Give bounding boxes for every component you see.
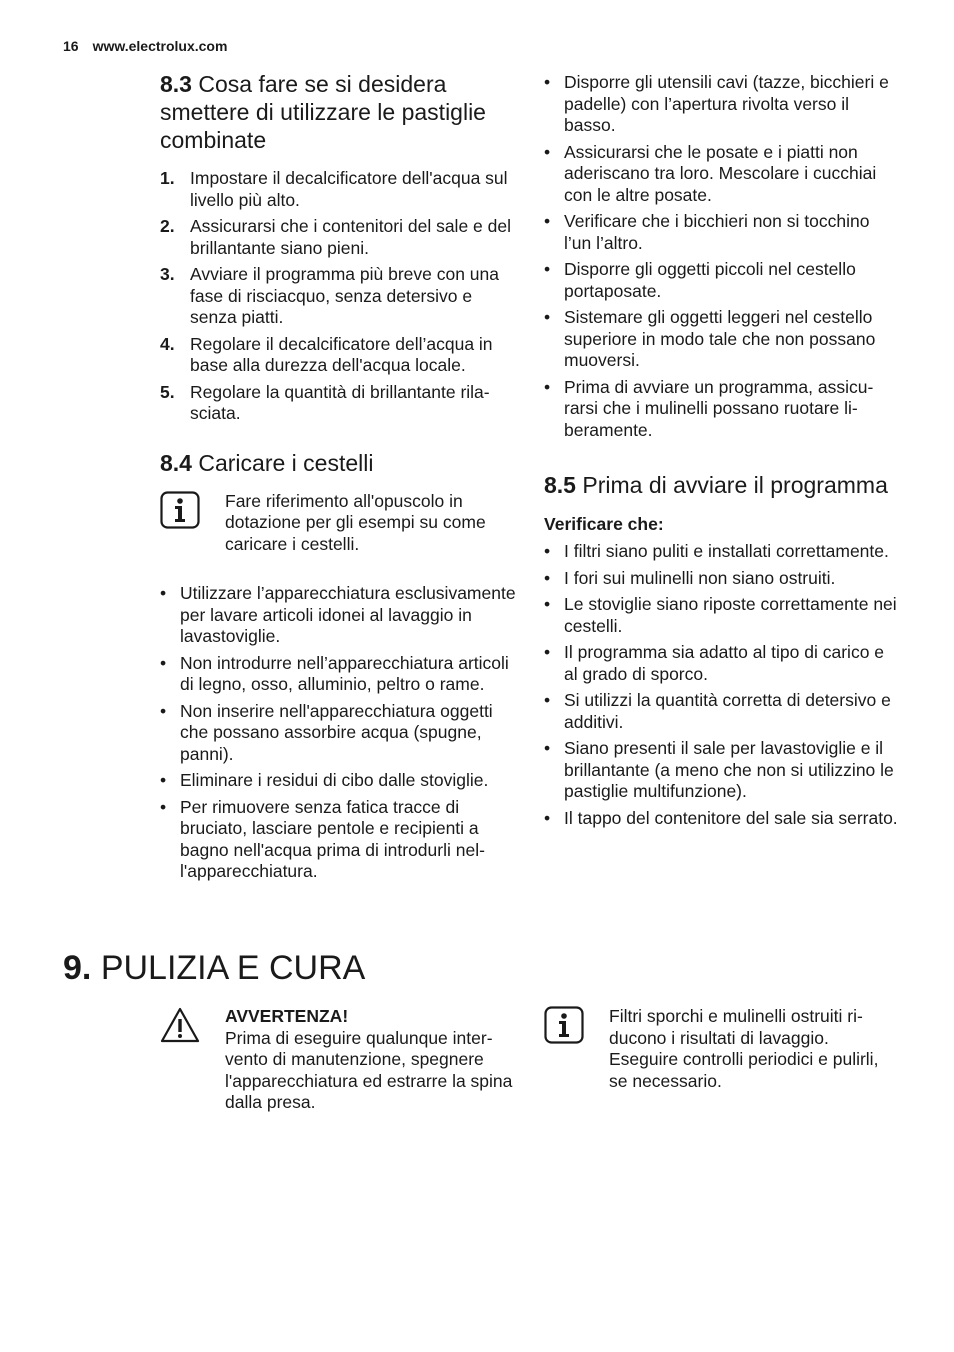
list-item: • Siano presenti il sale per lavastoviglie e il brillantante (a meno che non si utilizzino le pastiglie multifunzione). bbox=[544, 738, 899, 803]
info-note bbox=[160, 491, 520, 556]
left-column bbox=[160, 70, 520, 888]
section-8-5-heading bbox=[544, 471, 899, 499]
check-label: Verificare che: bbox=[544, 514, 664, 534]
step-number: 5. bbox=[160, 381, 175, 402]
loading-rules-list bbox=[160, 583, 520, 883]
page-header bbox=[63, 38, 227, 54]
step-number: 4. bbox=[160, 333, 175, 354]
step-item bbox=[160, 334, 520, 377]
list-item: • Per rimuovere senza fatica tracce di bruciato, lasciare pentole e recipienti a bagno nell'acqua prima di introdurli nell'apparecchiatura. bbox=[160, 797, 520, 883]
right-column bbox=[544, 72, 899, 834]
step-text: Impostare il decalcificatore dell'acqua sul livello più alto. bbox=[190, 168, 508, 210]
list-item: • Assicurarsi che le posate e i piatti non aderiscano tra loro. Mescolare i cucchiai con le altre posate. bbox=[544, 142, 899, 207]
section-number: 8.4 bbox=[160, 449, 192, 476]
list-item: • Prima di avviare un programma, assicurarsi che i mulinelli possano ruotare liberamente. bbox=[544, 377, 899, 442]
steps-list bbox=[160, 168, 520, 425]
list-item: • I filtri siano puliti e installati correttamente. bbox=[544, 541, 899, 563]
list-item: • Eliminare i residui di cibo dalle stoviglie. bbox=[160, 770, 520, 792]
list-item: • Le stoviglie siano riposte correttamente nei cestelli. bbox=[544, 594, 899, 637]
list-item: • Utilizzare l’apparecchiatura esclusivamente per lavare articoli idonei al lavaggio in lavastoviglie. bbox=[160, 583, 520, 648]
warning-text: Prima di eseguire qualunque intervento di manutenzione, spegnere l'apparecchiatura ed estrarre la spina dalla presa. bbox=[225, 1027, 513, 1112]
list-item: • Disporre gli utensili cavi (tazze, bicchieri e padelle) con l’apertura rivolta verso il basso. bbox=[544, 72, 899, 137]
section-title: Caricare i cestelli bbox=[198, 449, 374, 476]
list-item: • Sistemare gli oggetti leggeri nel cestello superiore in modo tale che non possano muoversi. bbox=[544, 307, 899, 372]
info-icon bbox=[160, 491, 200, 529]
warning-text-block bbox=[225, 1006, 520, 1114]
list-item: • Il programma sia adatto al tipo di carico e al grado di sporco. bbox=[544, 642, 899, 685]
warning-note bbox=[160, 1006, 520, 1114]
section-title: Prima di avviare il programma bbox=[582, 472, 888, 498]
info-note-2 bbox=[544, 1006, 899, 1092]
list-item: • Non inserire nell'apparecchiatura oggetti che possano assorbire acqua (spugne, panni). bbox=[160, 701, 520, 766]
loading-rules-list-continued bbox=[544, 72, 899, 441]
chapter-number: 9. bbox=[63, 949, 92, 987]
list-item: • Si utilizzi la quantità corretta di detersivo e additivi. bbox=[544, 690, 899, 733]
section-title: Cosa fare se si desidera smettere di utilizzare le pastiglie combinate bbox=[160, 71, 486, 153]
step-item bbox=[160, 216, 520, 259]
list-item: • Il tappo del contenitore del sale sia serrato. bbox=[544, 808, 899, 830]
step-text: Regolare il decalcificatore dell’acqua in base alla durezza dell'acqua locale. bbox=[190, 333, 493, 375]
section-8-4-heading bbox=[160, 449, 520, 477]
warning-triangle-icon bbox=[160, 1006, 200, 1044]
section-number: 8.3 bbox=[160, 71, 192, 97]
info-block bbox=[544, 1006, 899, 1120]
page-number: 16 bbox=[63, 38, 79, 54]
list-item: • I fori sui mulinelli non siano ostruiti. bbox=[544, 568, 899, 590]
step-item bbox=[160, 382, 520, 425]
warning-title: AVVERTENZA! bbox=[225, 1006, 349, 1026]
section-number: 8.5 bbox=[544, 472, 576, 498]
step-number: 1. bbox=[160, 168, 175, 188]
chapter-9-heading bbox=[63, 948, 365, 988]
warning-block bbox=[160, 1006, 520, 1142]
step-text: Assicurarsi che i contenitori del sale e del brillantante siano pieni. bbox=[190, 216, 511, 258]
note-text: Fare riferimento all'opuscolo in dotazione per gli esempi su come caricare i cestelli. bbox=[225, 490, 486, 554]
section-8-3-heading bbox=[160, 70, 520, 154]
list-item: • Non introdurre nell’apparecchiatura articoli di legno, osso, alluminio, peltro o rame. bbox=[160, 653, 520, 696]
list-item: • Disporre gli oggetti piccoli nel cestello portaposate. bbox=[544, 259, 899, 302]
chapter-title: PULIZIA E CURA bbox=[100, 949, 366, 987]
step-item bbox=[160, 264, 520, 329]
step-text: Avviare il programma più breve con una fase di risciacquo, senza detersivo e senza piatti. bbox=[190, 264, 500, 327]
step-text: Regolare la quantità di brillantante rilasciata. bbox=[190, 381, 490, 423]
list-item: • Verificare che i bicchieri non si tocchino l’un l’altro. bbox=[544, 211, 899, 254]
step-number: 2. bbox=[160, 216, 175, 236]
info-text: Filtri sporchi e mulinelli ostruiti riducono i risultati di lavaggio. Eseguire controlli periodici e pulirli, se necessario. bbox=[609, 1006, 879, 1091]
website-url: www.electrolux.com bbox=[92, 38, 228, 54]
checklist bbox=[544, 541, 899, 829]
step-item bbox=[160, 168, 520, 211]
info-icon bbox=[544, 1006, 584, 1044]
step-number: 3. bbox=[160, 264, 175, 284]
